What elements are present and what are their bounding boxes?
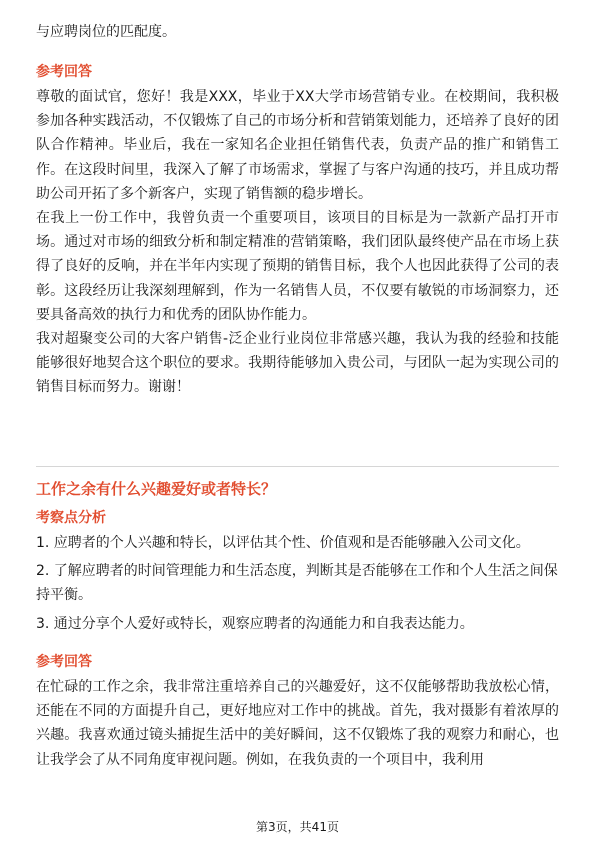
section-divider: [36, 466, 559, 467]
list-item: 1. 应聘者的个人兴趣和特长，以评估其个性、价值观和是否能够融入公司文化。: [36, 535, 530, 551]
question-heading: 工作之余有什么兴趣爱好或者特长？: [36, 480, 277, 498]
answer-paragraph: 尊敬的面试官，您好！我是XXX，毕业于XX大学市场营销专业。在校期间，我积极参加各种实践活动，不仅锻炼了自己的市场分析和营销策划能力，还培养了良好的团队合作精神。毕业后，我在一家知名企业担任销售代表，负责产品的推广和销售工作。在这段时间里，我深入了解了市场需求，掌握了与客户沟通的技巧，并且成功帮助公司开拓了多个新客户，实现了销售额的稳步增长。: [36, 89, 559, 202]
answer-section-1: [36, 62, 559, 400]
answer-paragraph: 我对超聚变公司的大客户销售-泛企业行业岗位非常感兴趣，我认为我的经验和技能能够很好地契合这个职位的要求。我期待能够加入贵公司，与团队一起为实现公司的销售目标而努力。谢谢！: [36, 331, 559, 396]
answer-paragraph: 在忙碌的工作之余，我非常注重培养自己的兴趣爱好，这不仅能够帮助我放松心情，还能在不同的方面提升自己，更好地应对工作中的挑战。首先，我对摄影有着浓厚的兴趣。我喜欢通过镜头捕捉生活中的美好瞬间，这不仅锻炼了我的观察力和耐心，也让我学会了从不同角度审视问题。例如，在我负责的一个项目中，我利用: [36, 679, 559, 768]
page-footer: 第3页，共41页: [256, 820, 339, 834]
analysis-label: 考察点分析: [36, 510, 106, 526]
list-item: 2. 了解应聘者的时间管理能力和生活态度，判断其是否能够在工作和个人生活之间保持平衡。: [36, 563, 558, 604]
reference-answer-label: 参考回答: [36, 64, 92, 80]
analysis-list: [36, 531, 559, 636]
answer-section-2: [36, 652, 559, 772]
reference-answer-label: 参考回答: [36, 654, 92, 670]
list-item: 3. 通过分享个人爱好或特长，观察应聘者的沟通能力和自我表达能力。: [36, 615, 474, 632]
lead-line: 与应聘岗位的匹配度。: [36, 24, 176, 40]
answer-paragraph: 在我上一份工作中，我曾负责一个重要项目，该项目的目标是为一款新产品打开市场。通过对市场的细致分析和制定精准的营销策略，我们团队最终使产品在市场上获得了良好的反响，并在半年内实现了预期的销售目标，我个人也因此获得了公司的表彰。这段经历让我深刻理解到，作为一名销售人员，不仅要有敏锐的市场洞察力，还要具备高效的执行力和优秀的团队协作能力。: [36, 210, 559, 323]
analysis-section: [36, 508, 559, 636]
